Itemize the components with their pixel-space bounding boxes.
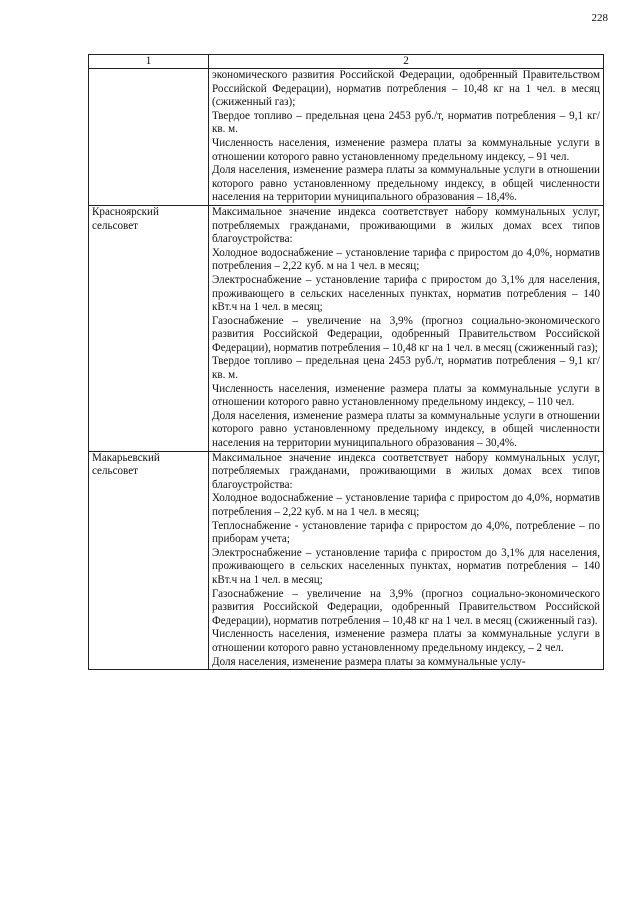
page-number: 228 [591,12,608,24]
description-paragraph: Холодное водоснабжение – установление тарифа с приростом до 4,0%, норматив потребления – 2,22 куб. м на 1 чел. в месяц; [212,246,600,273]
description-paragraph: Максимальное значение индекса соответствует набору коммунальных услуг, потребляемых гражданами, проживающими в жилых домах всех типов благоустройства: [212,205,600,246]
description-paragraph: Электроснабжение – установление тарифа с приростом до 3,1% для населения, проживающего в сельских населенных пунктах, норматив потребления – 140 кВт.ч на 1 чел. в месяц; [212,273,600,314]
municipality-name [89,69,209,206]
municipality-name: Красноярский сельсовет [89,205,209,451]
description-paragraph: экономического развития Российской Федерации, одобренный Правительством Российской Федерации), норматив потребления – 10,48 кг на 1 чел. в месяц (сжиженный газ); [212,69,600,109]
description-paragraph: Доля населения, изменение размера платы за коммунальные услуги в отношении которого равно установленному предельному индексу, в общей численности населения на территории муниципального образования – 30,4%. [212,409,600,450]
description-paragraph: Твердое топливо – предельная цена 2453 руб./т, норматив потребления – 9,1 кг/кв. м. [212,355,600,382]
table-header-row [89,55,604,69]
description-paragraph: Холодное водоснабжение – установление тарифа с приростом до 4,0%, норматив потребления – 2,22 куб. м на 1 чел. в месяц; [212,492,600,518]
table-row-krasnoyarsky [89,205,604,451]
description-paragraph: Теплоснабжение - установление тарифа с приростом до 4,0%, потребление – по приборам учета; [212,519,600,546]
table-row-continuation [89,69,604,206]
description-paragraph: Численность населения, изменение размера платы за коммунальные услуги в отношении которого равно установленному предельному индексу, – 2 чел. [212,628,600,654]
description-paragraph: Газоснабжение – увеличение на 3,9% (прогноз социально-экономического развития Российской Федерации, одобренный Правительством Российской Федерации), норматив потребления – 10,48 кг на 1 чел. в месяц (сжиженный газ). [212,587,600,627]
column-header-1: 1 [89,55,209,69]
description-paragraph: Максимальное значение индекса соответствует набору коммунальных услуг, потребляемых гражданами, проживающими в жилых домах всех типов благоустройства: [212,451,600,491]
description-paragraph: Численность населения, изменение размера платы за коммунальные услуги в отношении которого равно установленному предельному индексу, – 110 чел. [212,382,600,409]
description-paragraph: Доля населения, изменение размера платы за коммунальные услу- [212,655,526,668]
description-cell [209,451,604,670]
table-row-makaryevsky [89,451,604,670]
description-paragraph: Электроснабжение – установление тарифа с приростом до 3,1% для населения, проживающего в сельских населенных пунктах, норматив потребления – 140 кВт.ч на 1 чел. в месяц; [212,546,600,586]
description-paragraph: Газоснабжение – увеличение на 3,9% (прогноз социально-экономического развития Российской Федерации, одобренный Правительством Российской Федерации), норматив потребления – 10,48 кг на 1 чел. в месяц (сжиженный газ); [212,314,600,354]
description-paragraph: Твердое топливо – предельная цена 2453 руб./т, норматив потребления – 9,1 кг/кв. м. [212,109,600,136]
municipality-name: Макарьевский сельсовет [89,451,209,670]
description-cell [209,69,604,206]
description-paragraph: Численность населения, изменение размера платы за коммунальные услуги в отношении которого равно установленному предельному индексу, – 91 чел. [212,136,600,163]
utility-index-table [88,54,604,670]
description-paragraph: Доля населения, изменение размера платы за коммунальные услуги в отношении которого равно установленному предельному индексу, в общей численности населения на территории муниципального образования – 18,4%. [212,164,600,204]
description-cell [209,205,604,451]
column-header-2: 2 [209,55,604,69]
